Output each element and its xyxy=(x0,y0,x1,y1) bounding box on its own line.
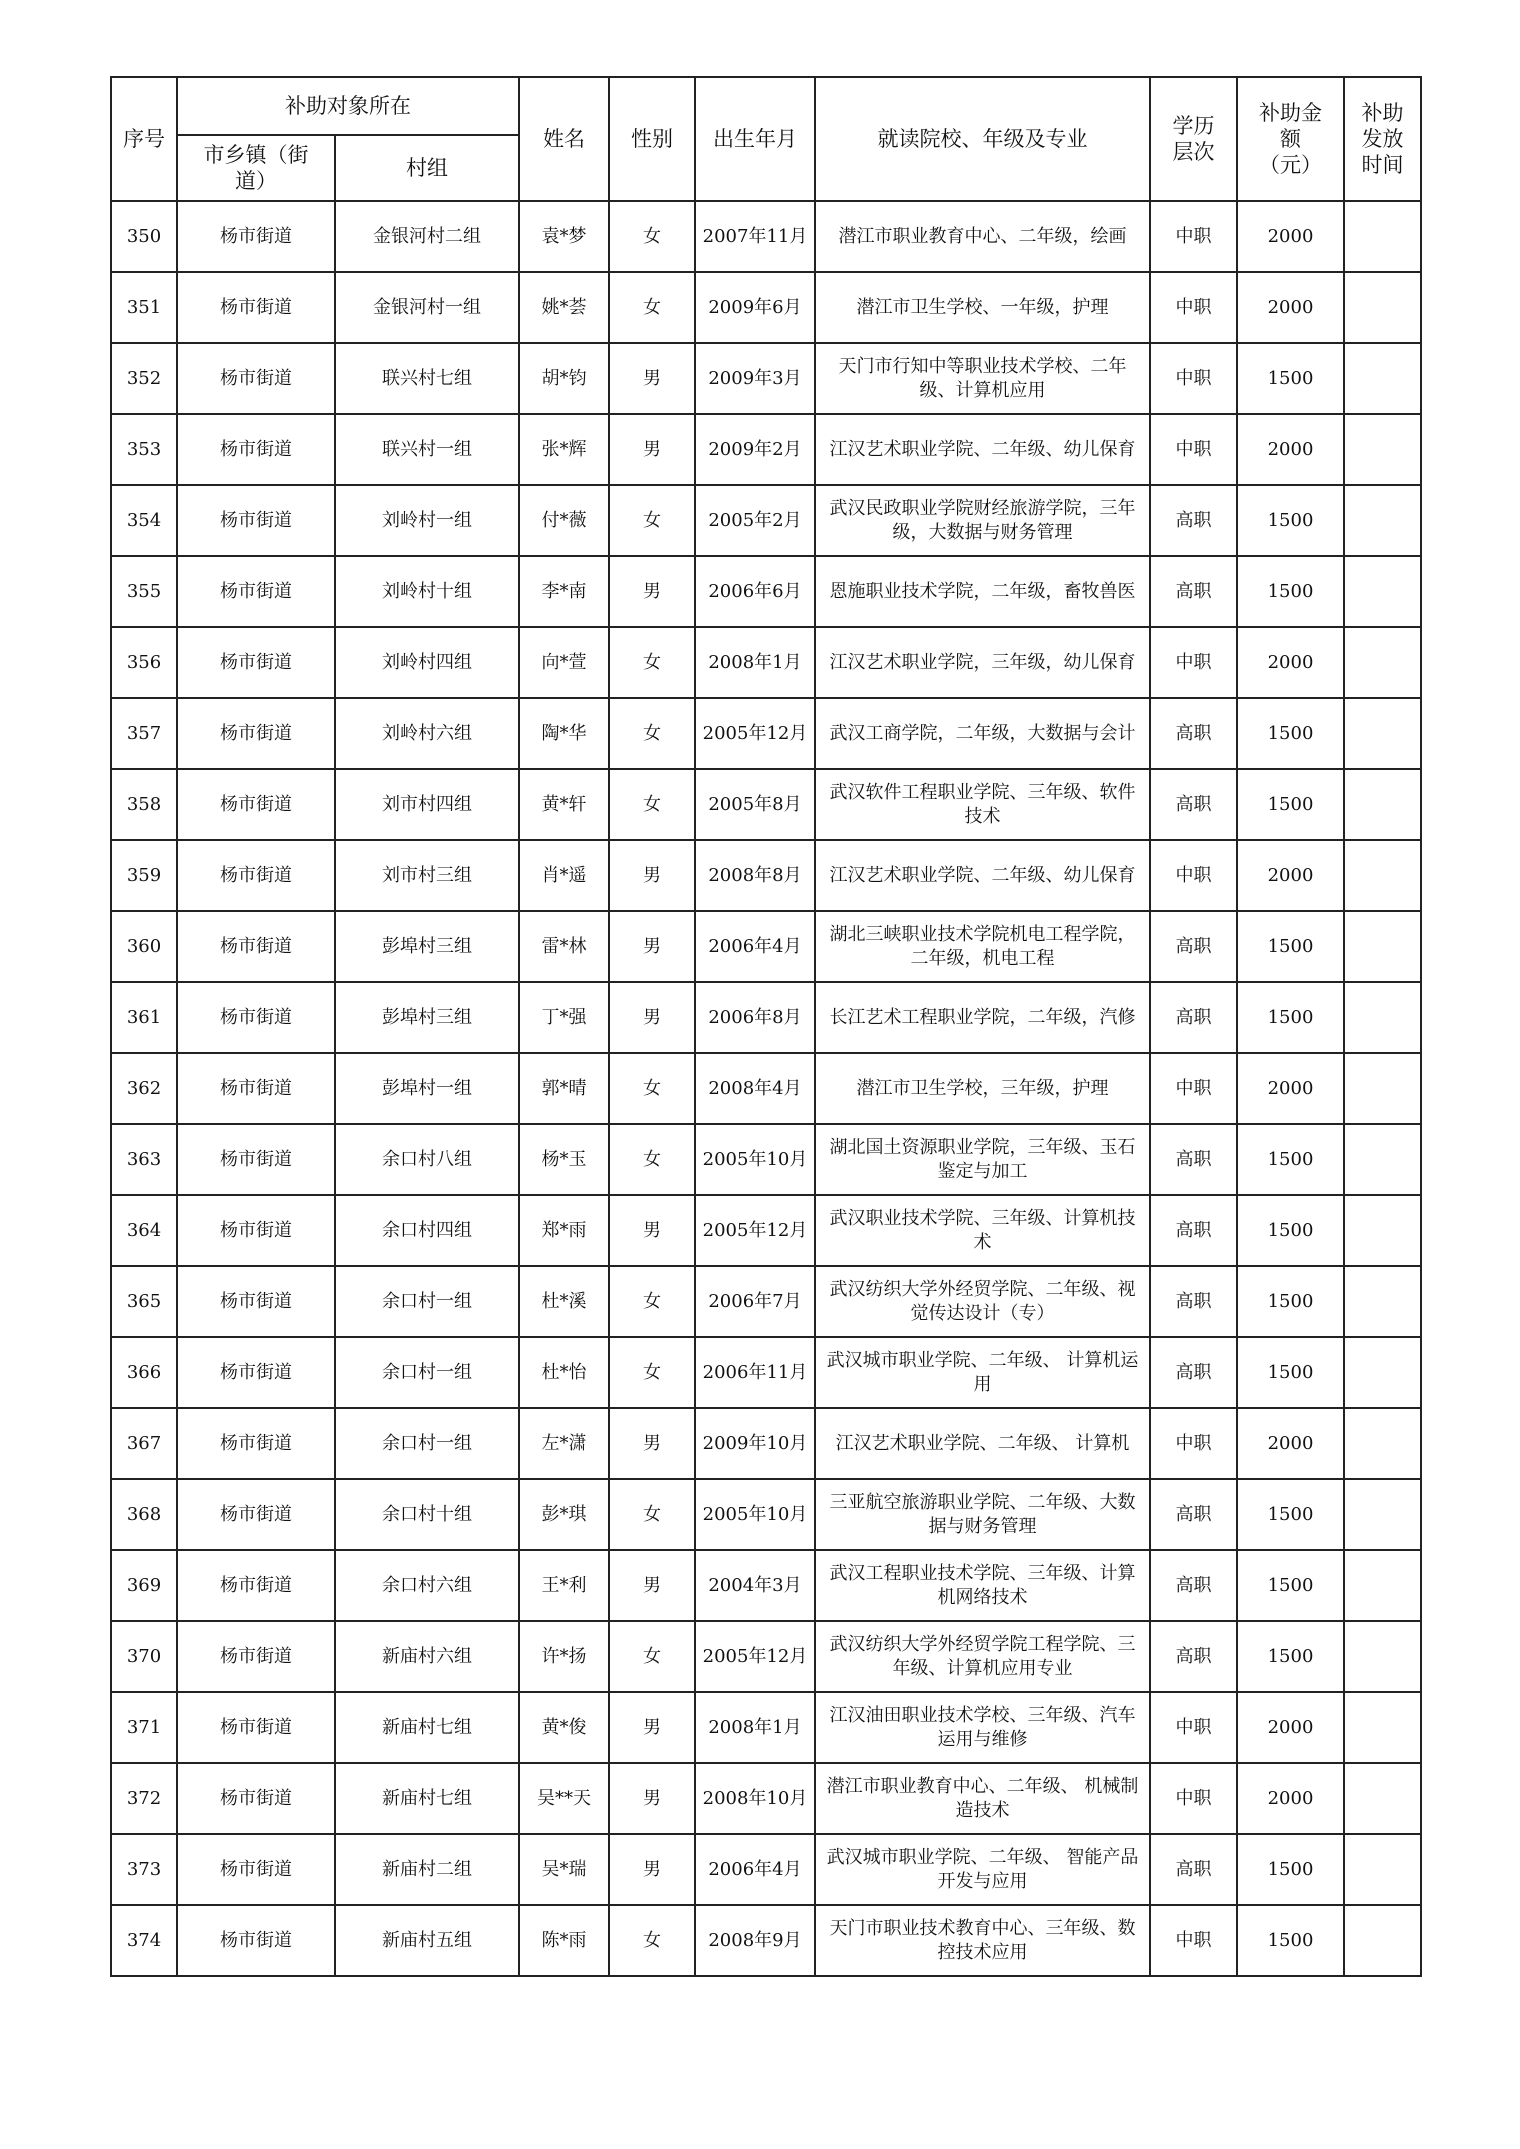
cell-amount: 2000 xyxy=(1237,1692,1344,1763)
cell-birth: 2006年4月 xyxy=(695,1834,815,1905)
cell-village: 新庙村七组 xyxy=(335,1763,519,1834)
cell-level: 高职 xyxy=(1150,769,1237,840)
cell-gender: 女 xyxy=(609,1337,695,1408)
cell-town: 杨市街道 xyxy=(177,485,335,556)
cell-name: 雷*林 xyxy=(519,911,609,982)
cell-name: 付*薇 xyxy=(519,485,609,556)
cell-school: 潜江市职业教育中心、二年级、 机械制造技术 xyxy=(815,1763,1150,1834)
cell-name: 肖*遥 xyxy=(519,840,609,911)
cell-town: 杨市街道 xyxy=(177,1266,335,1337)
cell-name: 杜*怡 xyxy=(519,1337,609,1408)
cell-name: 袁*梦 xyxy=(519,201,609,272)
cell-amount: 1500 xyxy=(1237,1479,1344,1550)
table-row xyxy=(111,414,1421,485)
cell-amount: 2000 xyxy=(1237,1763,1344,1834)
table-row xyxy=(111,1763,1421,1834)
cell-level: 中职 xyxy=(1150,1053,1237,1124)
cell-gender: 女 xyxy=(609,1621,695,1692)
cell-amount: 1500 xyxy=(1237,911,1344,982)
cell-gender: 女 xyxy=(609,201,695,272)
cell-level: 高职 xyxy=(1150,556,1237,627)
cell-amount: 2000 xyxy=(1237,414,1344,485)
cell-birth: 2008年8月 xyxy=(695,840,815,911)
cell-amount: 1500 xyxy=(1237,982,1344,1053)
cell-school: 湖北三峡职业技术学院机电工程学院，二年级，机电工程 xyxy=(815,911,1150,982)
cell-seq: 350 xyxy=(111,201,177,272)
cell-level: 中职 xyxy=(1150,1692,1237,1763)
table-row xyxy=(111,1124,1421,1195)
cell-level: 高职 xyxy=(1150,1550,1237,1621)
header-school: 就读院校、年级及专业 xyxy=(815,77,1150,201)
cell-seq: 372 xyxy=(111,1763,177,1834)
cell-birth: 2008年4月 xyxy=(695,1053,815,1124)
table-row xyxy=(111,485,1421,556)
cell-amount: 2000 xyxy=(1237,1408,1344,1479)
cell-gender: 女 xyxy=(609,627,695,698)
cell-town: 杨市街道 xyxy=(177,1834,335,1905)
cell-gender: 男 xyxy=(609,1550,695,1621)
cell-time xyxy=(1344,1195,1421,1266)
header-location-group: 补助对象所在 xyxy=(177,77,519,135)
cell-gender: 女 xyxy=(609,272,695,343)
cell-town: 杨市街道 xyxy=(177,1621,335,1692)
cell-school: 三亚航空旅游职业学院、二年级、大数据与财务管理 xyxy=(815,1479,1150,1550)
cell-town: 杨市街道 xyxy=(177,1763,335,1834)
header-birth: 出生年月 xyxy=(695,77,815,201)
cell-village: 联兴村一组 xyxy=(335,414,519,485)
cell-time xyxy=(1344,627,1421,698)
table-row xyxy=(111,627,1421,698)
cell-seq: 367 xyxy=(111,1408,177,1479)
cell-name: 杜*溪 xyxy=(519,1266,609,1337)
cell-seq: 362 xyxy=(111,1053,177,1124)
cell-level: 高职 xyxy=(1150,1337,1237,1408)
cell-birth: 2006年11月 xyxy=(695,1337,815,1408)
cell-village: 刘市村三组 xyxy=(335,840,519,911)
cell-gender: 女 xyxy=(609,698,695,769)
cell-village: 余口村四组 xyxy=(335,1195,519,1266)
cell-level: 高职 xyxy=(1150,982,1237,1053)
cell-amount: 2000 xyxy=(1237,272,1344,343)
cell-name: 吴**天 xyxy=(519,1763,609,1834)
header-level: 学历层次 xyxy=(1150,77,1237,201)
cell-seq: 354 xyxy=(111,485,177,556)
cell-seq: 352 xyxy=(111,343,177,414)
subsidy-table xyxy=(110,76,1422,1977)
table-row xyxy=(111,1053,1421,1124)
cell-village: 金银河村二组 xyxy=(335,201,519,272)
cell-gender: 女 xyxy=(609,1905,695,1976)
cell-name: 胡*钧 xyxy=(519,343,609,414)
table-row xyxy=(111,840,1421,911)
cell-village: 余口村一组 xyxy=(335,1266,519,1337)
cell-name: 郭*晴 xyxy=(519,1053,609,1124)
cell-seq: 358 xyxy=(111,769,177,840)
cell-school: 潜江市职业教育中心、二年级，绘画 xyxy=(815,201,1150,272)
table-row xyxy=(111,698,1421,769)
cell-time xyxy=(1344,1266,1421,1337)
cell-seq: 365 xyxy=(111,1266,177,1337)
table-row xyxy=(111,982,1421,1053)
cell-amount: 1500 xyxy=(1237,1621,1344,1692)
cell-name: 许*扬 xyxy=(519,1621,609,1692)
cell-level: 高职 xyxy=(1150,1834,1237,1905)
cell-town: 杨市街道 xyxy=(177,1053,335,1124)
table-row xyxy=(111,1692,1421,1763)
cell-seq: 373 xyxy=(111,1834,177,1905)
cell-town: 杨市街道 xyxy=(177,1124,335,1195)
cell-time xyxy=(1344,343,1421,414)
cell-gender: 女 xyxy=(609,769,695,840)
cell-gender: 女 xyxy=(609,1266,695,1337)
cell-village: 刘岭村六组 xyxy=(335,698,519,769)
cell-seq: 374 xyxy=(111,1905,177,1976)
cell-amount: 1500 xyxy=(1237,1124,1344,1195)
cell-seq: 360 xyxy=(111,911,177,982)
cell-seq: 351 xyxy=(111,272,177,343)
cell-amount: 2000 xyxy=(1237,201,1344,272)
header-name: 姓名 xyxy=(519,77,609,201)
header-seq: 序号 xyxy=(111,77,177,201)
cell-village: 联兴村七组 xyxy=(335,343,519,414)
cell-level: 高职 xyxy=(1150,1266,1237,1337)
cell-school: 武汉软件工程职业学院、三年级、软件技术 xyxy=(815,769,1150,840)
table-body xyxy=(111,201,1421,1976)
cell-name: 王*利 xyxy=(519,1550,609,1621)
cell-town: 杨市街道 xyxy=(177,1337,335,1408)
cell-school: 潜江市卫生学校、一年级，护理 xyxy=(815,272,1150,343)
cell-level: 中职 xyxy=(1150,840,1237,911)
cell-level: 中职 xyxy=(1150,1905,1237,1976)
cell-village: 新庙村六组 xyxy=(335,1621,519,1692)
cell-village: 新庙村五组 xyxy=(335,1905,519,1976)
cell-gender: 女 xyxy=(609,1479,695,1550)
cell-school: 江汉艺术职业学院、二年级、 计算机 xyxy=(815,1408,1150,1479)
cell-level: 中职 xyxy=(1150,201,1237,272)
cell-level: 中职 xyxy=(1150,1408,1237,1479)
cell-birth: 2006年8月 xyxy=(695,982,815,1053)
cell-name: 陶*华 xyxy=(519,698,609,769)
cell-time xyxy=(1344,982,1421,1053)
cell-gender: 男 xyxy=(609,840,695,911)
cell-town: 杨市街道 xyxy=(177,840,335,911)
table-row xyxy=(111,1905,1421,1976)
cell-time xyxy=(1344,1905,1421,1976)
cell-birth: 2006年7月 xyxy=(695,1266,815,1337)
cell-town: 杨市街道 xyxy=(177,201,335,272)
cell-level: 高职 xyxy=(1150,1195,1237,1266)
cell-town: 杨市街道 xyxy=(177,1692,335,1763)
table-row xyxy=(111,1621,1421,1692)
cell-level: 高职 xyxy=(1150,1621,1237,1692)
cell-seq: 363 xyxy=(111,1124,177,1195)
cell-gender: 男 xyxy=(609,1834,695,1905)
cell-level: 高职 xyxy=(1150,485,1237,556)
cell-amount: 1500 xyxy=(1237,698,1344,769)
cell-level: 中职 xyxy=(1150,272,1237,343)
cell-seq: 366 xyxy=(111,1337,177,1408)
cell-birth: 2004年3月 xyxy=(695,1550,815,1621)
cell-gender: 男 xyxy=(609,1195,695,1266)
cell-town: 杨市街道 xyxy=(177,1479,335,1550)
cell-gender: 男 xyxy=(609,343,695,414)
cell-name: 向*萱 xyxy=(519,627,609,698)
cell-school: 武汉民政职业学院财经旅游学院，三年级，大数据与财务管理 xyxy=(815,485,1150,556)
cell-gender: 男 xyxy=(609,1692,695,1763)
cell-gender: 男 xyxy=(609,911,695,982)
cell-school: 江汉艺术职业学院、二年级、幼儿保育 xyxy=(815,840,1150,911)
cell-level: 中职 xyxy=(1150,414,1237,485)
cell-birth: 2009年2月 xyxy=(695,414,815,485)
cell-town: 杨市街道 xyxy=(177,982,335,1053)
table-row xyxy=(111,1195,1421,1266)
cell-level: 中职 xyxy=(1150,1763,1237,1834)
table-row xyxy=(111,1337,1421,1408)
cell-birth: 2005年2月 xyxy=(695,485,815,556)
cell-town: 杨市街道 xyxy=(177,1408,335,1479)
cell-town: 杨市街道 xyxy=(177,556,335,627)
cell-amount: 1500 xyxy=(1237,1905,1344,1976)
cell-seq: 356 xyxy=(111,627,177,698)
cell-time xyxy=(1344,556,1421,627)
cell-village: 刘市村四组 xyxy=(335,769,519,840)
cell-time xyxy=(1344,1408,1421,1479)
cell-birth: 2009年3月 xyxy=(695,343,815,414)
cell-amount: 1500 xyxy=(1237,343,1344,414)
cell-amount: 1500 xyxy=(1237,485,1344,556)
cell-school: 恩施职业技术学院，二年级，畜牧兽医 xyxy=(815,556,1150,627)
cell-village: 余口村十组 xyxy=(335,1479,519,1550)
cell-name: 张*辉 xyxy=(519,414,609,485)
cell-name: 陈*雨 xyxy=(519,1905,609,1976)
cell-birth: 2008年1月 xyxy=(695,627,815,698)
cell-amount: 1500 xyxy=(1237,1834,1344,1905)
table-row xyxy=(111,1834,1421,1905)
cell-birth: 2008年10月 xyxy=(695,1763,815,1834)
cell-birth: 2006年4月 xyxy=(695,911,815,982)
cell-school: 天门市行知中等职业技术学校、二年级、计算机应用 xyxy=(815,343,1150,414)
cell-town: 杨市街道 xyxy=(177,343,335,414)
cell-level: 高职 xyxy=(1150,911,1237,982)
subsidy-table-container xyxy=(110,76,1422,1977)
cell-seq: 371 xyxy=(111,1692,177,1763)
cell-birth: 2008年9月 xyxy=(695,1905,815,1976)
cell-town: 杨市街道 xyxy=(177,698,335,769)
cell-name: 丁*强 xyxy=(519,982,609,1053)
cell-school: 武汉工商学院，二年级，大数据与会计 xyxy=(815,698,1150,769)
cell-town: 杨市街道 xyxy=(177,1550,335,1621)
cell-birth: 2008年1月 xyxy=(695,1692,815,1763)
cell-time xyxy=(1344,1621,1421,1692)
cell-seq: 359 xyxy=(111,840,177,911)
table-row xyxy=(111,556,1421,627)
cell-time xyxy=(1344,414,1421,485)
cell-village: 余口村八组 xyxy=(335,1124,519,1195)
cell-school: 长江艺术工程职业学院，二年级，汽修 xyxy=(815,982,1150,1053)
cell-name: 李*南 xyxy=(519,556,609,627)
cell-seq: 353 xyxy=(111,414,177,485)
cell-time xyxy=(1344,840,1421,911)
cell-amount: 2000 xyxy=(1237,840,1344,911)
cell-time xyxy=(1344,1337,1421,1408)
cell-village: 彭埠村三组 xyxy=(335,911,519,982)
cell-village: 新庙村七组 xyxy=(335,1692,519,1763)
table-header xyxy=(111,77,1421,201)
table-row xyxy=(111,1408,1421,1479)
cell-gender: 女 xyxy=(609,485,695,556)
table-row xyxy=(111,769,1421,840)
cell-town: 杨市街道 xyxy=(177,414,335,485)
cell-amount: 1500 xyxy=(1237,1337,1344,1408)
cell-birth: 2005年12月 xyxy=(695,1621,815,1692)
cell-village: 余口村一组 xyxy=(335,1408,519,1479)
cell-school: 湖北国土资源职业学院，三年级、玉石鉴定与加工 xyxy=(815,1124,1150,1195)
cell-village: 彭埠村三组 xyxy=(335,982,519,1053)
cell-gender: 男 xyxy=(609,1763,695,1834)
cell-gender: 男 xyxy=(609,414,695,485)
cell-birth: 2005年10月 xyxy=(695,1479,815,1550)
cell-name: 姚*荟 xyxy=(519,272,609,343)
cell-name: 黄*俊 xyxy=(519,1692,609,1763)
cell-seq: 355 xyxy=(111,556,177,627)
cell-gender: 男 xyxy=(609,1408,695,1479)
cell-time xyxy=(1344,1763,1421,1834)
cell-birth: 2009年6月 xyxy=(695,272,815,343)
cell-birth: 2006年6月 xyxy=(695,556,815,627)
cell-village: 彭埠村一组 xyxy=(335,1053,519,1124)
cell-gender: 男 xyxy=(609,982,695,1053)
cell-school: 武汉纺织大学外经贸学院工程学院、三年级、计算机应用专业 xyxy=(815,1621,1150,1692)
cell-birth: 2005年8月 xyxy=(695,769,815,840)
cell-school: 武汉城市职业学院、二年级、 智能产品开发与应用 xyxy=(815,1834,1150,1905)
cell-birth: 2009年10月 xyxy=(695,1408,815,1479)
cell-amount: 2000 xyxy=(1237,1053,1344,1124)
table-row xyxy=(111,911,1421,982)
cell-school: 江汉油田职业技术学校、三年级、汽车运用与维修 xyxy=(815,1692,1150,1763)
cell-village: 刘岭村四组 xyxy=(335,627,519,698)
table-row xyxy=(111,1266,1421,1337)
cell-village: 刘岭村一组 xyxy=(335,485,519,556)
cell-level: 中职 xyxy=(1150,627,1237,698)
cell-town: 杨市街道 xyxy=(177,769,335,840)
cell-birth: 2005年12月 xyxy=(695,1195,815,1266)
cell-town: 杨市街道 xyxy=(177,627,335,698)
cell-level: 高职 xyxy=(1150,1479,1237,1550)
cell-name: 黄*轩 xyxy=(519,769,609,840)
cell-school: 武汉职业技术学院、三年级、计算机技术 xyxy=(815,1195,1150,1266)
cell-school: 天门市职业技术教育中心、三年级、数控技术应用 xyxy=(815,1905,1150,1976)
header-village: 村组 xyxy=(335,135,519,201)
cell-time xyxy=(1344,769,1421,840)
cell-amount: 1500 xyxy=(1237,1550,1344,1621)
cell-name: 吴*瑞 xyxy=(519,1834,609,1905)
cell-time xyxy=(1344,1479,1421,1550)
cell-seq: 370 xyxy=(111,1621,177,1692)
cell-amount: 1500 xyxy=(1237,556,1344,627)
cell-level: 中职 xyxy=(1150,343,1237,414)
cell-town: 杨市街道 xyxy=(177,1905,335,1976)
cell-seq: 364 xyxy=(111,1195,177,1266)
cell-time xyxy=(1344,1692,1421,1763)
header-gender: 性别 xyxy=(609,77,695,201)
cell-level: 高职 xyxy=(1150,1124,1237,1195)
cell-school: 江汉艺术职业学院、二年级、幼儿保育 xyxy=(815,414,1150,485)
cell-gender: 女 xyxy=(609,1124,695,1195)
cell-gender: 女 xyxy=(609,1053,695,1124)
cell-amount: 1500 xyxy=(1237,1195,1344,1266)
cell-seq: 369 xyxy=(111,1550,177,1621)
cell-birth: 2007年11月 xyxy=(695,201,815,272)
header-town: 市乡镇（街道） xyxy=(177,135,335,201)
cell-village: 新庙村二组 xyxy=(335,1834,519,1905)
cell-birth: 2005年10月 xyxy=(695,1124,815,1195)
cell-school: 武汉城市职业学院、二年级、 计算机运用 xyxy=(815,1337,1150,1408)
table-row xyxy=(111,1550,1421,1621)
cell-town: 杨市街道 xyxy=(177,272,335,343)
cell-name: 左*潇 xyxy=(519,1408,609,1479)
cell-school: 潜江市卫生学校，三年级，护理 xyxy=(815,1053,1150,1124)
cell-seq: 361 xyxy=(111,982,177,1053)
header-time: 补助发放时间 xyxy=(1344,77,1421,201)
cell-name: 郑*雨 xyxy=(519,1195,609,1266)
cell-time xyxy=(1344,1834,1421,1905)
cell-village: 余口村一组 xyxy=(335,1337,519,1408)
cell-time xyxy=(1344,1053,1421,1124)
table-row xyxy=(111,343,1421,414)
cell-school: 武汉纺织大学外经贸学院、二年级、视觉传达设计（专） xyxy=(815,1266,1150,1337)
cell-amount: 2000 xyxy=(1237,627,1344,698)
cell-name: 彭*琪 xyxy=(519,1479,609,1550)
cell-village: 刘岭村十组 xyxy=(335,556,519,627)
table-row xyxy=(111,1479,1421,1550)
table-row xyxy=(111,272,1421,343)
cell-amount: 1500 xyxy=(1237,769,1344,840)
cell-school: 江汉艺术职业学院，三年级，幼儿保育 xyxy=(815,627,1150,698)
cell-time xyxy=(1344,272,1421,343)
cell-level: 高职 xyxy=(1150,698,1237,769)
table-row xyxy=(111,201,1421,272)
cell-town: 杨市街道 xyxy=(177,1195,335,1266)
cell-time xyxy=(1344,201,1421,272)
cell-time xyxy=(1344,485,1421,556)
cell-village: 金银河村一组 xyxy=(335,272,519,343)
cell-seq: 368 xyxy=(111,1479,177,1550)
header-amount: 补助金额（元） xyxy=(1237,77,1344,201)
cell-school: 武汉工程职业技术学院、三年级、计算机网络技术 xyxy=(815,1550,1150,1621)
cell-seq: 357 xyxy=(111,698,177,769)
cell-time xyxy=(1344,1124,1421,1195)
cell-village: 余口村六组 xyxy=(335,1550,519,1621)
cell-gender: 男 xyxy=(609,556,695,627)
cell-time xyxy=(1344,1550,1421,1621)
cell-time xyxy=(1344,911,1421,982)
cell-time xyxy=(1344,698,1421,769)
cell-amount: 1500 xyxy=(1237,1266,1344,1337)
cell-birth: 2005年12月 xyxy=(695,698,815,769)
cell-name: 杨*玉 xyxy=(519,1124,609,1195)
cell-town: 杨市街道 xyxy=(177,911,335,982)
